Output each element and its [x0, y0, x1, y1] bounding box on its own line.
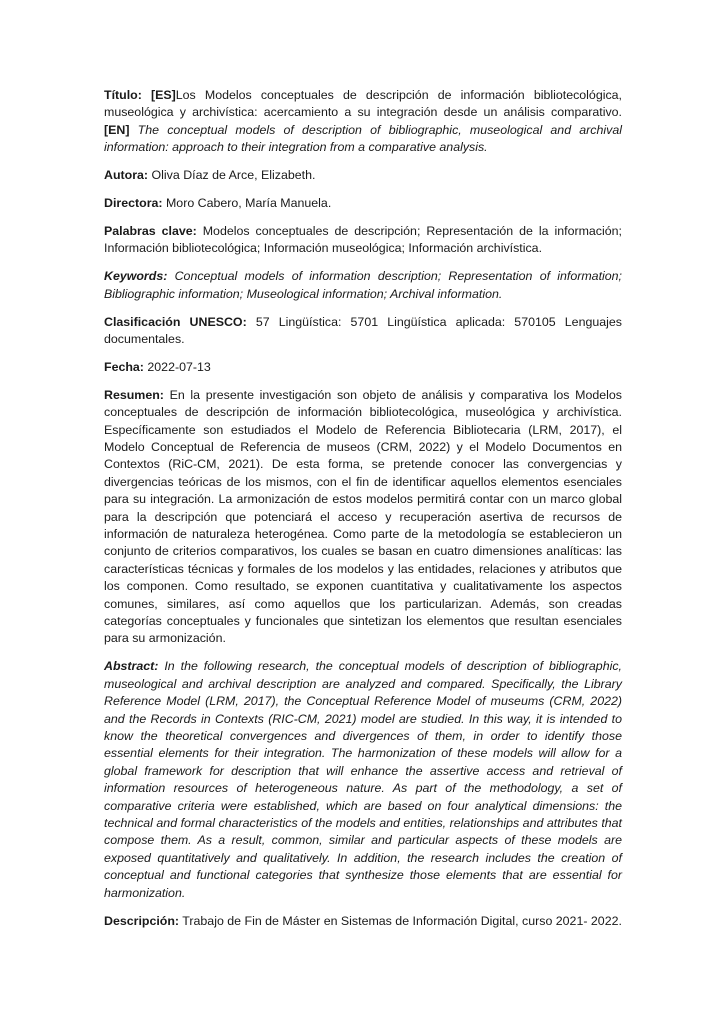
document-body	[104, 87, 622, 940]
palabras-clave-label: Palabras clave:	[104, 223, 197, 238]
title-es-text: Los Modelos conceptuales de descripción de información bibliotecológica, museológica y archivística: acercamiento a su integración desde un análisis comparativo.	[104, 88, 622, 120]
director-paragraph	[104, 195, 622, 212]
fecha-value: 2022-07-13	[147, 359, 211, 374]
abstract-value: In the following research, the conceptual models of description of bibliographic, museological and archival description are analyzed and compared. Specifically, the Library Reference Model (LRM, 2017), the Conceptual Reference Model of museums (CRM, 2022) and the Records in Contexts (RIC-CM, 2021) model are studied. In this way, it is intended to know the theoretical convergences and divergences of them, in order to identify those essential elements for their integration. The harmonization of these models will allow for a global framework for description that will enhance the assertive access and retrieval of information resources of heterogeneous nature. As part of the methodology, a set of comparative criteria were established, which are based on four analytical dimensions: the technical and formal characteristics of the models and entities, relationships and attributes that compose them. As a result, common, similar and particular aspects of these models are exposed quantitatively and qualitatively. In addition, the research includes the creation of conceptual and functional categories that synthesize those elements that are essential for harmonization.	[104, 659, 622, 900]
keywords-paragraph	[104, 268, 622, 303]
director-label: Directora:	[104, 196, 163, 211]
abstract-paragraph	[104, 658, 622, 902]
fecha-paragraph	[104, 359, 622, 376]
fecha-label: Fecha:	[104, 359, 144, 374]
title-en-tag: [EN]	[104, 122, 130, 137]
clasificacion-value: 57 Lingüística: 5701 Lingüística aplicada: 570105 Lenguajes documentales.	[104, 314, 622, 346]
clasificacion-label: Clasificación UNESCO:	[104, 314, 247, 329]
title-paragraph	[104, 87, 622, 157]
clasificacion-paragraph	[104, 314, 622, 349]
palabras-clave-value: Modelos conceptuales de descripción; Representación de la información; Información bibliotecológica; Información museológica; Información archivística.	[104, 223, 622, 256]
director-value: Moro Cabero, María Manuela.	[165, 196, 332, 211]
abstract-label: Abstract:	[104, 659, 159, 674]
title-en-text: The conceptual models of description of bibliographic, museological and archival information: approach to their integration from a comparative analysis.	[104, 122, 622, 155]
title-label: Título:	[104, 88, 142, 102]
resumen-label: Resumen:	[104, 387, 164, 402]
keywords-value: Conceptual models of information description; Representation of information; Bibliographic information; Museological information; Archival information.	[104, 269, 622, 301]
resumen-paragraph	[104, 387, 622, 648]
keywords-label: Keywords:	[104, 269, 168, 284]
descripcion-label: Descripción:	[104, 913, 180, 928]
author-label: Autora:	[104, 168, 149, 183]
palabras-clave-paragraph	[104, 223, 622, 258]
author-value: Oliva Díaz de Arce, Elizabeth.	[151, 168, 316, 183]
descripcion-value: Trabajo de Fin de Máster en Sistemas de Información Digital, curso 2021- 2022.	[182, 913, 622, 928]
resumen-value: En la presente investigación son objeto de análisis y comparativa los Modelos conceptuales de descripción de información bibliotecológica, museológica y archivística. Específicamente son estudiados el Modelo de Referencia Bibliotecaria (LRM, 2017), el Modelo Conceptual de Referencia de museos (CRM, 2022) y el Modelo Documentos en Contextos (RiC-CM, 2021). De esta forma, se pretende conocer las convergencias y divergencias teóricas de los mismos, con el fin de identificar aquellos elementos esenciales para su integración. La armonización de estos modelos permitirá contar con un marco global para la descripción que potenciará el acceso y recuperación asertiva de recursos de información de naturaleza heterogénea. Como parte de la metodología se establecieron un conjunto de criterios comparativos, los cuales se basan en cuatro dimensiones analíticas: las características técnicas y formales de los modelos y las entidades, relaciones y atributos que los componen. Como resultado, se exponen cuantitativa y cualitativamente los aspectos comunes, similares, así como aquellos que los particularizan. Además, son creadas categorías conceptuales y funcionales que sintetizan los elementos que resultan esenciales para su armonización.	[104, 387, 622, 646]
descripcion-paragraph	[104, 913, 622, 930]
title-es-tag: [ES]	[150, 88, 176, 102]
author-paragraph	[104, 167, 622, 184]
